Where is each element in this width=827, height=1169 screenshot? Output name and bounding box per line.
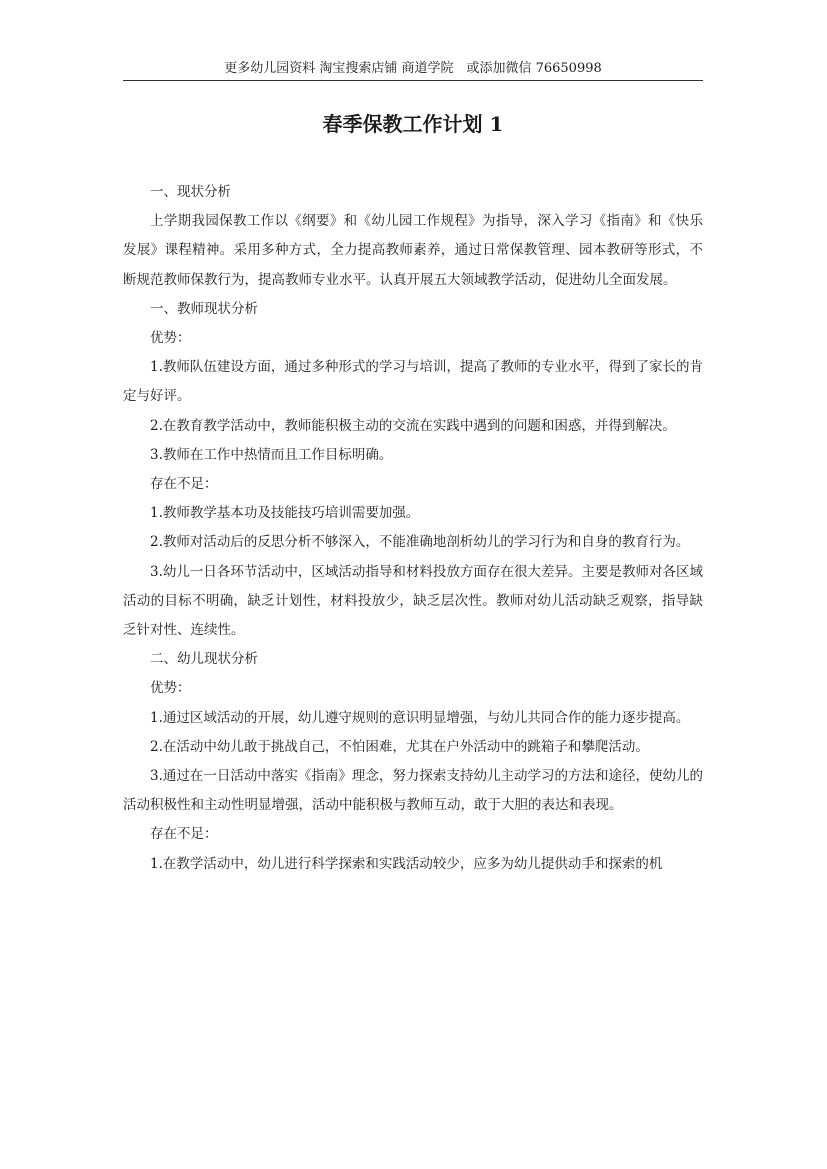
paragraph: 3.通过在一日活动中落实《指南》理念，努力探索支持幼儿主动学习的方法和途径，使幼儿的活动积极性和主动性明显增强，活动中能积极与教师互动，敢于大胆的表达和表现。: [123, 768, 703, 814]
document-body: [123, 178, 703, 879]
paragraph: 3.幼儿一日各环节活动中，区域活动指导和材料投放方面存在很大差异。主要是教师对各区域活动的目标不明确，缺乏计划性，材料投放少，缺乏层次性。教师对幼儿活动缺乏观察，指导缺乏针对性、连续性。: [123, 563, 703, 639]
paragraph: 2.在教育教学活动中，教师能积极主动的交流在实践中遇到的问题和困惑，并得到解决。: [150, 417, 676, 434]
document-title: 春季保教工作计划 1: [322, 112, 504, 136]
paragraph: 1.在教学活动中，幼儿进行科学探索和实践活动较少，应多为幼儿提供动手和探索的机: [150, 855, 663, 872]
section-heading: 一、现状分析: [150, 184, 231, 200]
paragraph: 2.在活动中幼儿敢于挑战自己，不怕困难，尤其在户外活动中的跳箱子和攀爬活动。: [150, 738, 649, 755]
subheading: 优势：: [150, 680, 191, 697]
subheading: 存在不足：: [150, 826, 218, 843]
paragraph: 上学期我园保教工作以《纲要》和《幼儿园工作规程》为指导，深入学习《指南》和《快乐发展》课程精神。采用多种方式，全力提高教师素养，通过日常保教管理、园本教研等形式，不断规范教师保教行为，提高教师专业水平。认真开展五大领域教学活动，促进幼儿全面发展。: [123, 213, 703, 288]
paragraph: 1.教师队伍建设方面，通过多种形式的学习与培训，提高了教师的专业水平，得到了家长的肯定与好评。: [123, 359, 703, 405]
paragraph: 1.通过区域活动的开展，幼儿遵守规则的意识明显增强，与幼儿共同合作的能力逐步提高。: [150, 709, 690, 726]
section-heading: 二、幼儿现状分析: [150, 651, 258, 668]
section-heading: 一、教师现状分析: [150, 300, 258, 317]
paragraph: 2.教师对活动后的反思分析不够深入，不能准确地剖析幼儿的学习行为和自身的教育行为。: [150, 534, 690, 551]
subheading: 存在不足：: [150, 476, 218, 493]
page-header: 更多幼儿园资料 淘宝搜索店铺 商道学院 或添加微信 76650998: [123, 58, 703, 81]
paragraph: 1.教师教学基本功及技能技巧培训需要加强。: [150, 505, 420, 522]
subheading: 优势：: [150, 330, 191, 347]
paragraph: 3.教师在工作中热情而且工作目标明确。: [150, 446, 393, 463]
